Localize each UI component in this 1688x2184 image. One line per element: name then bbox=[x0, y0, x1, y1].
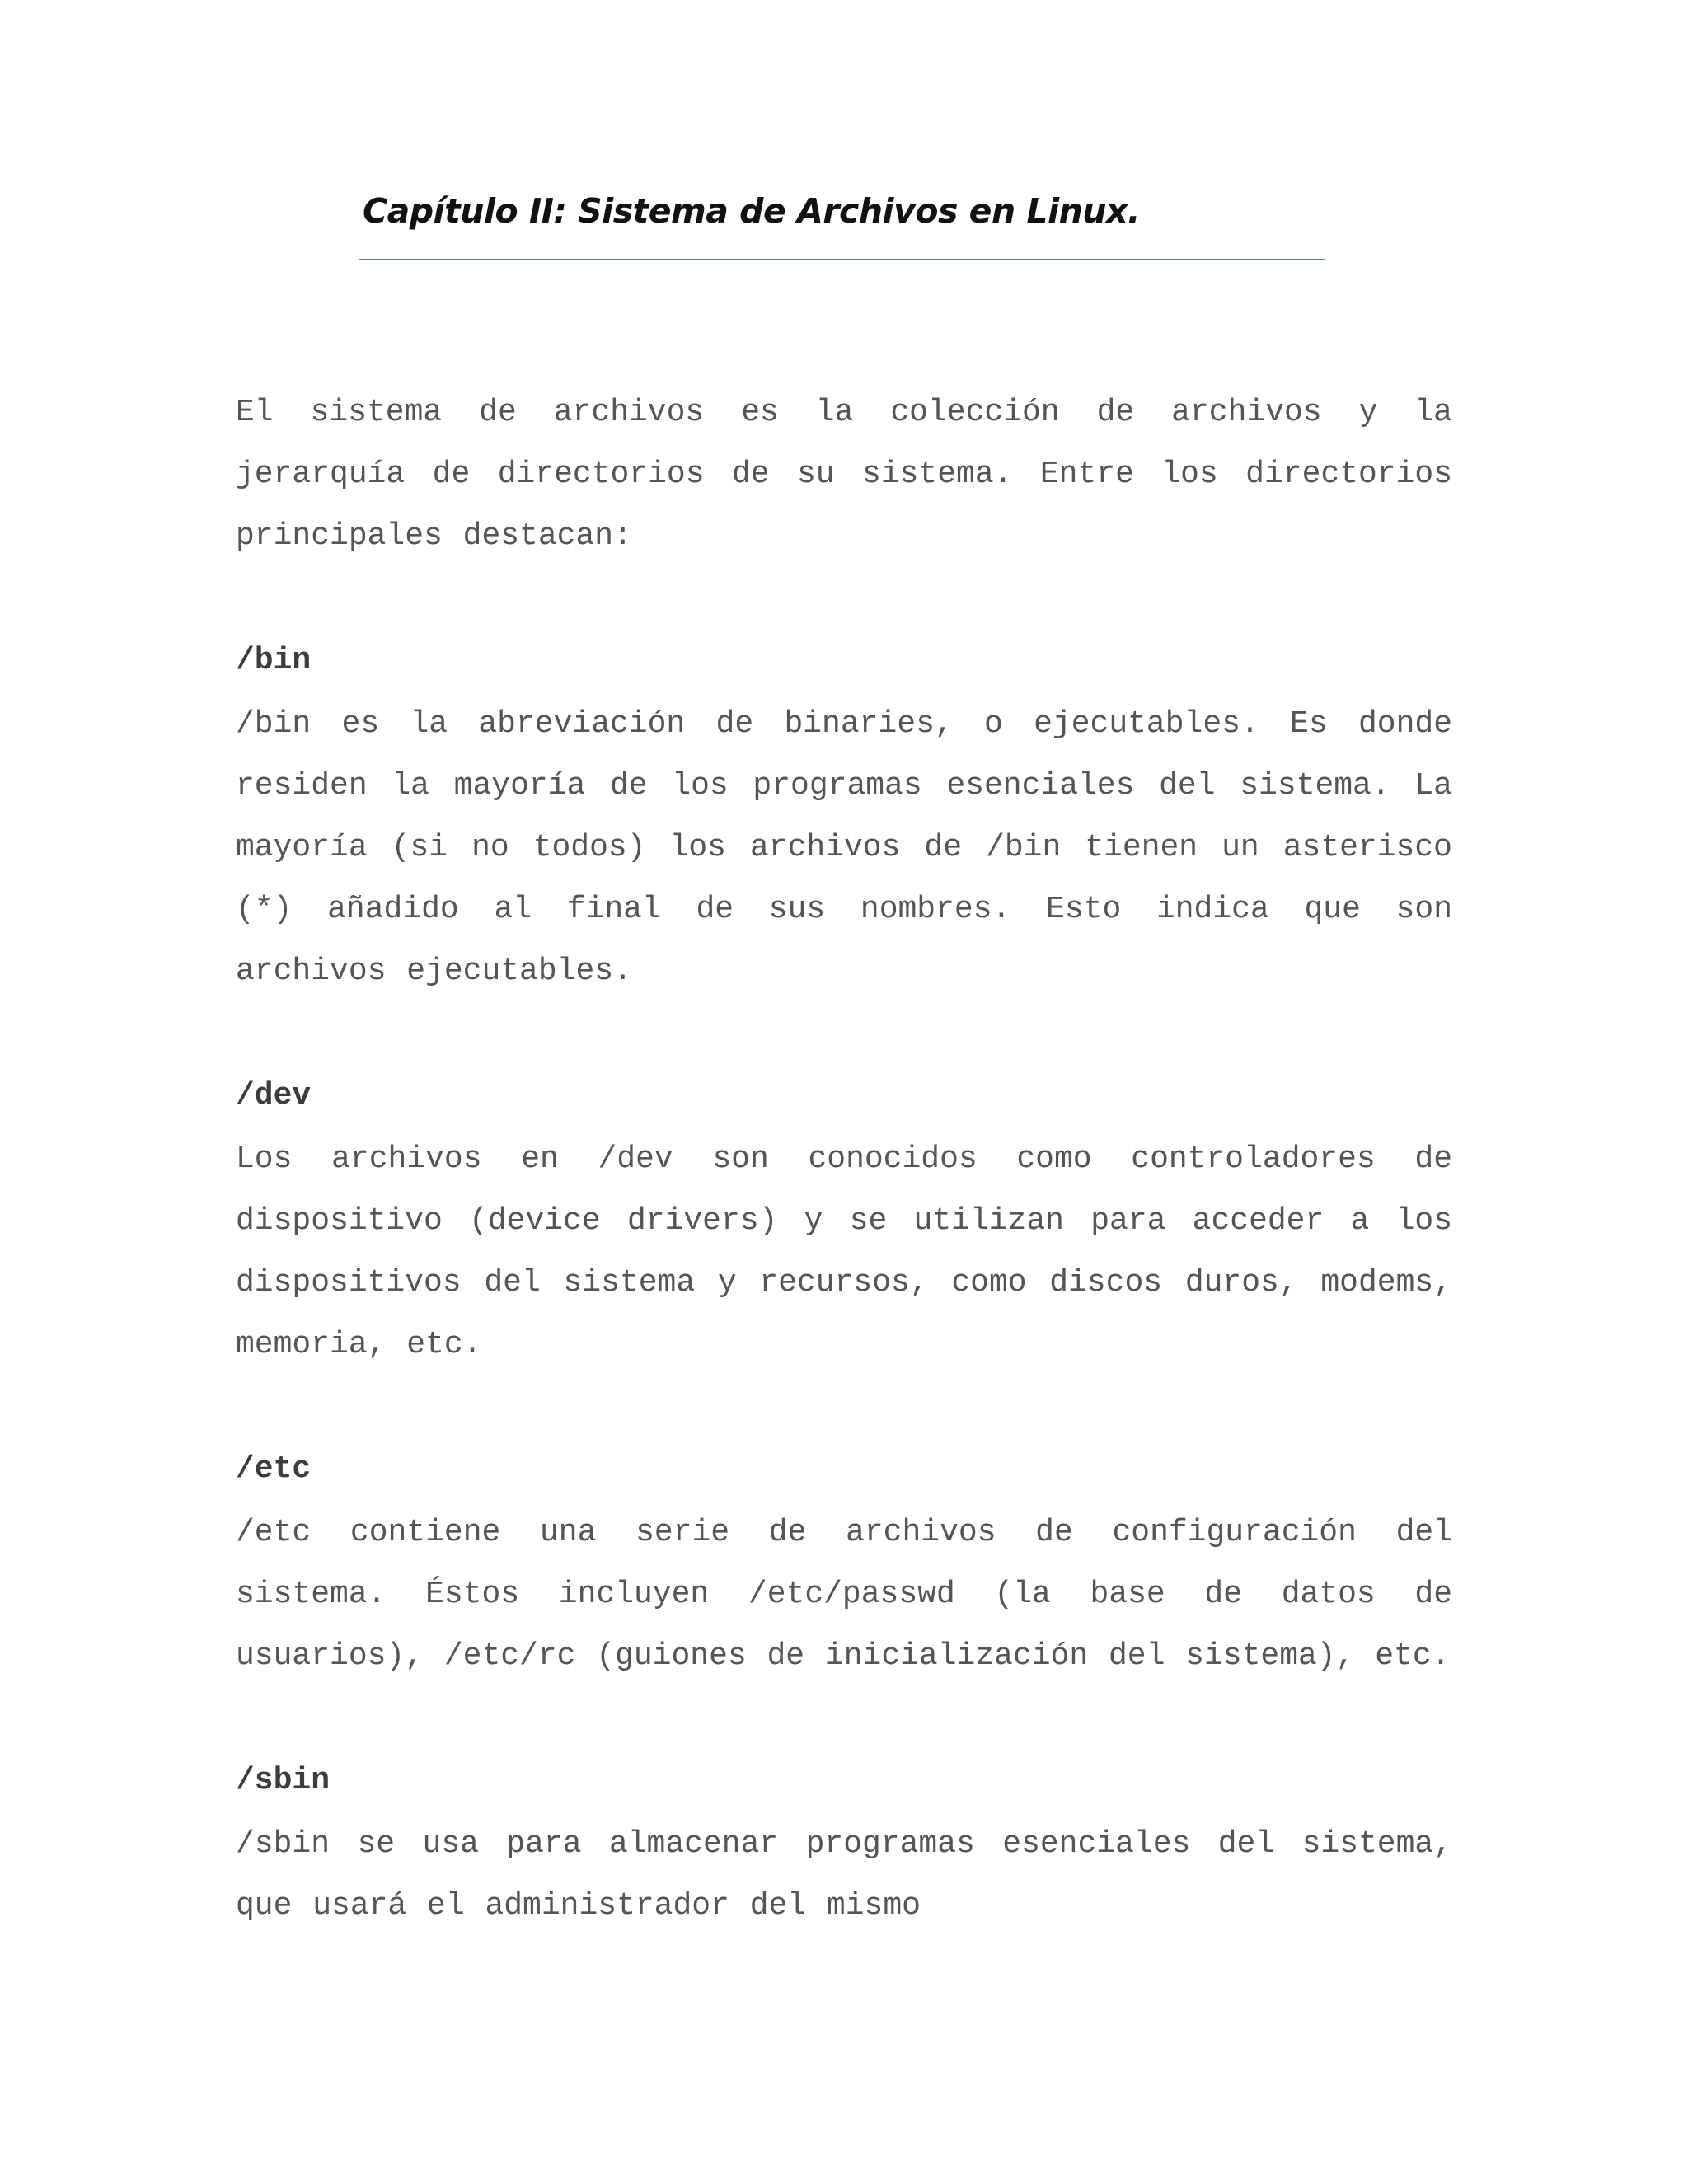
paragraph-gap bbox=[236, 567, 1452, 629]
section-body-sbin: /sbin se usa para almacenar programas esenciales del sistema, que usará el administrador del mismo bbox=[236, 1826, 1452, 1924]
section-body-etc: /etc contiene una serie de archivos de configuración del sistema. Éstos incluyen /etc/passwd (la base de datos de usuarios), /etc/rc (guiones de inicialización del sistema), etc. bbox=[236, 1515, 1452, 1674]
document-body bbox=[236, 382, 1452, 1937]
section-heading-etc: /etc bbox=[236, 1451, 312, 1487]
section-body-bin: /bin es la abreviación de binaries, o ejecutables. Es donde residen la mayoría de los programas esenciales del sistema. La mayoría (si no todos) los archivos de /bin tienen un asterisco (*) añadido al final de sus nombres. Esto indica que son archivos ejecutables. bbox=[236, 706, 1452, 989]
paragraph-gap bbox=[236, 1002, 1452, 1064]
section-heading-sbin: /sbin bbox=[236, 1763, 331, 1798]
intro-paragraph: El sistema de archivos es la colección de archivos y la jerarquía de directorios de su sistema. Entre los directorios principales destacan: bbox=[236, 395, 1452, 554]
chapter-title: Capítulo II: Sistema de Archivos en Linux. bbox=[363, 191, 1141, 231]
page-header bbox=[359, 191, 1325, 231]
section-heading-dev: /dev bbox=[236, 1078, 312, 1113]
paragraph-gap bbox=[236, 1687, 1452, 1749]
section-heading-bin: /bin bbox=[236, 643, 312, 678]
paragraph-gap bbox=[236, 1376, 1452, 1437]
section-body-dev: Los archivos en /dev son conocidos como controladores de dispositivo (device drivers) y se utilizan para acceder a los dispositivos del sistema y recursos, como discos duros, modems, memoria, etc. bbox=[236, 1141, 1452, 1362]
header-rule bbox=[359, 259, 1325, 260]
